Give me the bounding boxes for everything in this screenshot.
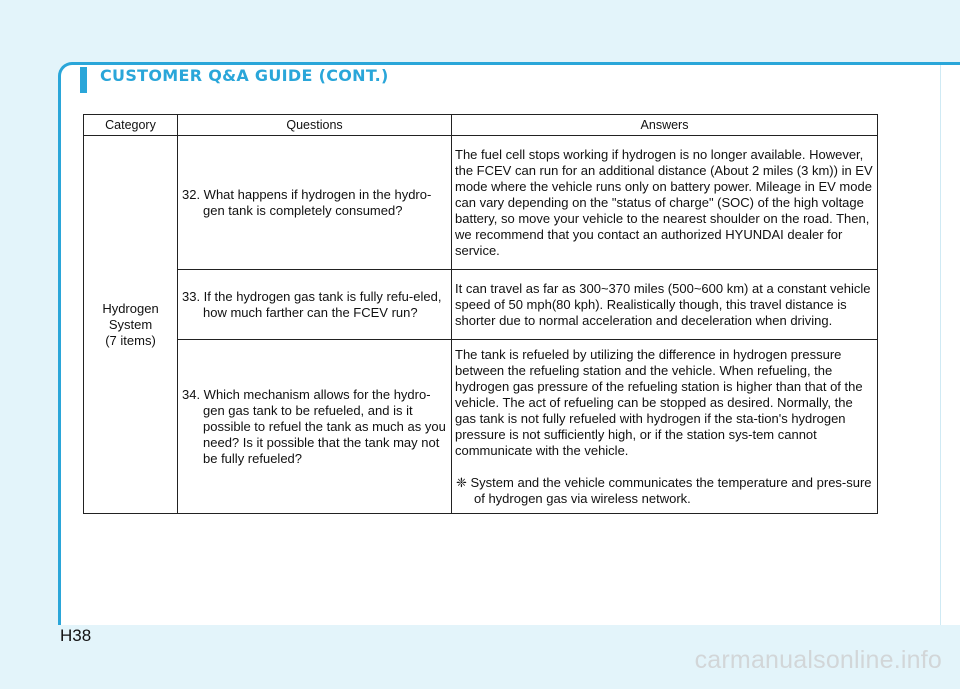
answer-text: The fuel cell stops working if hydrogen is no longer available. However, the FCEV can run for an additional distance (About 2 miles (3 km)) in EV mode where the vehicle runs only on battery power. Mileage in EV mode can vary depending on the "status of charge" (SOC) of the high voltage battery, so move your vehicle to the nearest shoulder on the road. Then, we recommend that you contact an authorized HYUNDAI dealer for service.: [455, 146, 873, 258]
answer-cell: [452, 270, 878, 340]
section-title: CUSTOMER Q&A GUIDE (CONT.): [100, 66, 389, 85]
panel-divider: [940, 65, 941, 625]
question-cell: [178, 340, 452, 514]
category-line: (7 items): [105, 332, 156, 348]
question-text: 32. What happens if hydrogen in the hydro-gen tank is completely consumed?: [182, 186, 432, 218]
question-text: 33. If the hydrogen gas tank is fully refu-eled, how much farther can the FCEV run?: [182, 288, 442, 320]
category-line: System: [108, 316, 153, 332]
table-row: [84, 136, 878, 270]
question-cell: [178, 136, 452, 270]
watermark: carmanualsonline.info: [694, 646, 942, 674]
answer-cell: [452, 136, 878, 270]
category-line: Hydrogen: [102, 300, 159, 316]
answer-text: It can travel as far as 300~370 miles (500~600 km) at a constant vehicle speed of 50 mph(80 kph). Realistically though, this travel distance is shorter due to normal acceleration and deceleration when driving.: [455, 280, 871, 328]
answer-note: ❈ System and the vehicle communicates the temperature and pres-sure of hydrogen gas via wireless network.: [456, 474, 872, 506]
qa-table: [83, 114, 878, 514]
table-header-row: [84, 115, 878, 136]
question-text: 34. Which mechanism allows for the hydro-gen gas tank to be refueled, and is it possible to refuel the tank as much as you need? Is it possible that the tank may not be fully refueled?: [182, 386, 446, 466]
section-header-bar: [80, 67, 87, 93]
answer-cell: [452, 340, 878, 514]
question-cell: [178, 270, 452, 340]
column-header-answers: Answers: [452, 115, 878, 136]
page-number: H38: [60, 626, 92, 645]
column-header-questions: Questions: [178, 115, 452, 136]
table-row: [84, 340, 878, 514]
table-row: [84, 270, 878, 340]
column-header-category: Category: [84, 115, 178, 136]
answer-text: The tank is refueled by utilizing the difference in hydrogen pressure between the refueling station and the vehicle. When refueling, the hydrogen gas pressure of the refueling station is higher than that of the vehicle. The act of refueling can be stopped as desired. Normally, the gas tank is not fully refueled with hydrogen if the sta-tion's hydrogen pressure is not sufficiently high, or if the station sys-tem cannot communicate with the vehicle.: [455, 346, 863, 458]
category-cell: [84, 136, 178, 514]
